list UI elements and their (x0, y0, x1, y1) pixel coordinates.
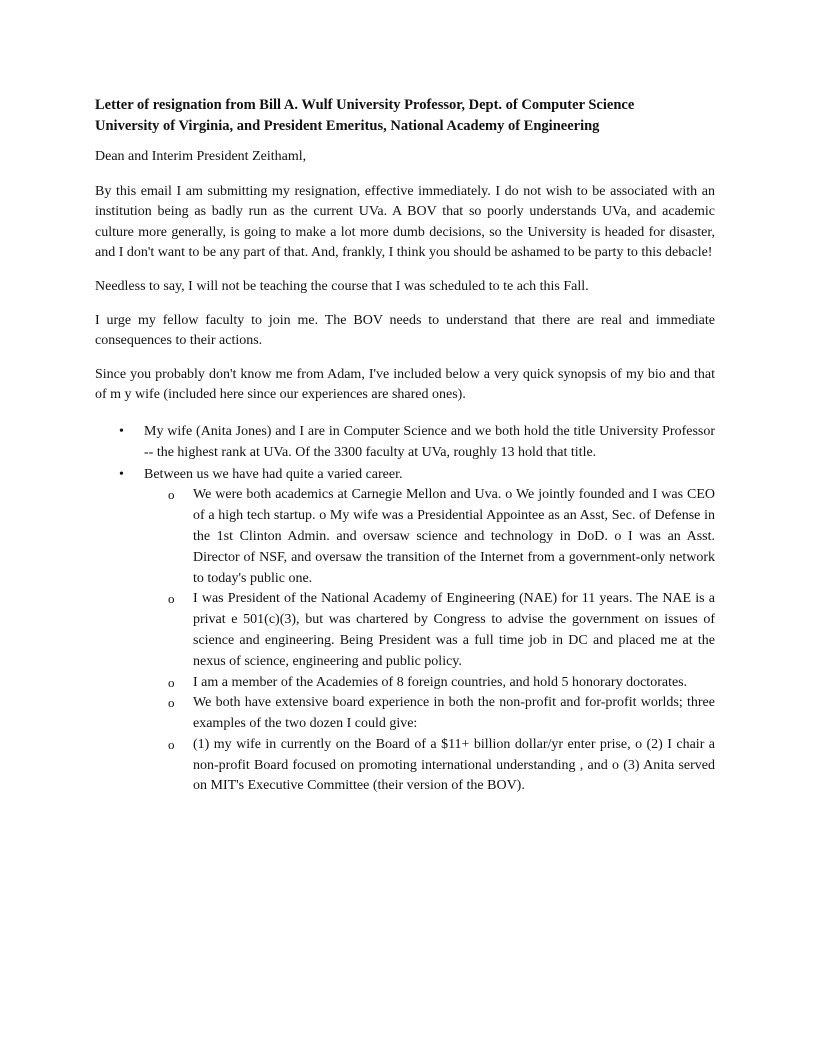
bullet-icon: • (119, 423, 124, 439)
paragraph-resignation: By this email I am submitting my resignation, effective immediately. I do not wish to be associated with an institution being as badly run as the current UVa. A BOV that so poorly understands UVa, and academic culture more generally, is going to make a lot more dumb decisions, so the University is headed for disaster, and I don't want to be any part of that. And, frankly, I think you should be ashamed to be party to this debacle! (95, 183, 715, 261)
letter-page (95, 95, 715, 797)
circle-bullet-icon: o (168, 591, 175, 607)
sub-list-item-text: I was President of the National Academy of Engineering (NAE) for 11 years. The NAE is a privat e 501(c)(3), but was chartered by Congress to advise the government on issues of science and engineering. Being President was a full time job in DC and placed me at the nexus of science, engineering and public policy. (193, 591, 715, 669)
list-item (95, 465, 715, 798)
sub-list-item-text: We were both academics at Carnegie Mellon and Uva. o We jointly founded and I was CEO of a high tech startup. o My wife was a Presidential Appointee as an Asst, Sec. of Defense in the 1st Clinton Admin. and oversaw science and technology in DoD. o I was an Asst. Director of NSF, and oversaw the transition of the Internet from a government-only network to today's public one. (193, 487, 715, 586)
circle-bullet-icon: o (168, 736, 175, 752)
paragraph-synopsis: Since you probably don't know me from Adam, I've included below a very quick synopsis of my bio and that of m y wife (included here since our experiences are shared ones). (95, 366, 715, 403)
sub-list-item (95, 673, 715, 694)
paragraph-urge: I urge my fellow faculty to join me. The BOV needs to understand that there are real and immediate consequences to their actions. (95, 312, 715, 349)
title-line-2: University of Virginia, and President Emeritus, National Academy of Engineering (95, 118, 600, 134)
bullet-icon: • (119, 466, 124, 482)
circle-bullet-icon: o (168, 674, 175, 690)
title-line-1: Letter of resignation from Bill A. Wulf University Professor, Dept. of Computer Science (95, 97, 635, 113)
list-item-text: Between us we have had quite a varied career. (144, 466, 403, 482)
sub-list-item (95, 693, 715, 735)
sub-list-item-text: (1) my wife in currently on the Board of a $11+ billion dollar/yr enter prise, o (2) I chair a non-profit Board focused on promoting international understanding , and o (3) Anita served on MIT's Executive Committee (their version of the BOV). (193, 736, 715, 794)
paragraph-course: Needless to say, I will not be teaching the course that I was scheduled to te ach this Fall. (95, 278, 589, 294)
career-sublist (144, 485, 715, 797)
bio-list (95, 422, 715, 797)
sub-list-item-text: I am a member of the Academies of 8 foreign countries, and hold 5 honorary doctorates. (193, 674, 688, 690)
circle-bullet-icon: o (168, 695, 175, 711)
sub-list-item (95, 589, 715, 672)
letter-title (95, 95, 715, 137)
sub-list-item-text: We both have extensive board experience in both the non-profit and for-profit worlds; three examples of the two dozen I could give: (193, 695, 715, 732)
list-item (95, 422, 715, 464)
circle-bullet-icon: o (168, 487, 175, 503)
sub-list-item (95, 735, 715, 797)
salutation: Dean and Interim President Zeithaml, (95, 149, 307, 164)
sub-list-item (95, 485, 715, 589)
list-item-text: My wife (Anita Jones) and I are in Computer Science and we both hold the title University Professor -- the highest rank at UVa. Of the 3300 faculty at UVa, roughly 13 hold that title. (144, 423, 715, 460)
